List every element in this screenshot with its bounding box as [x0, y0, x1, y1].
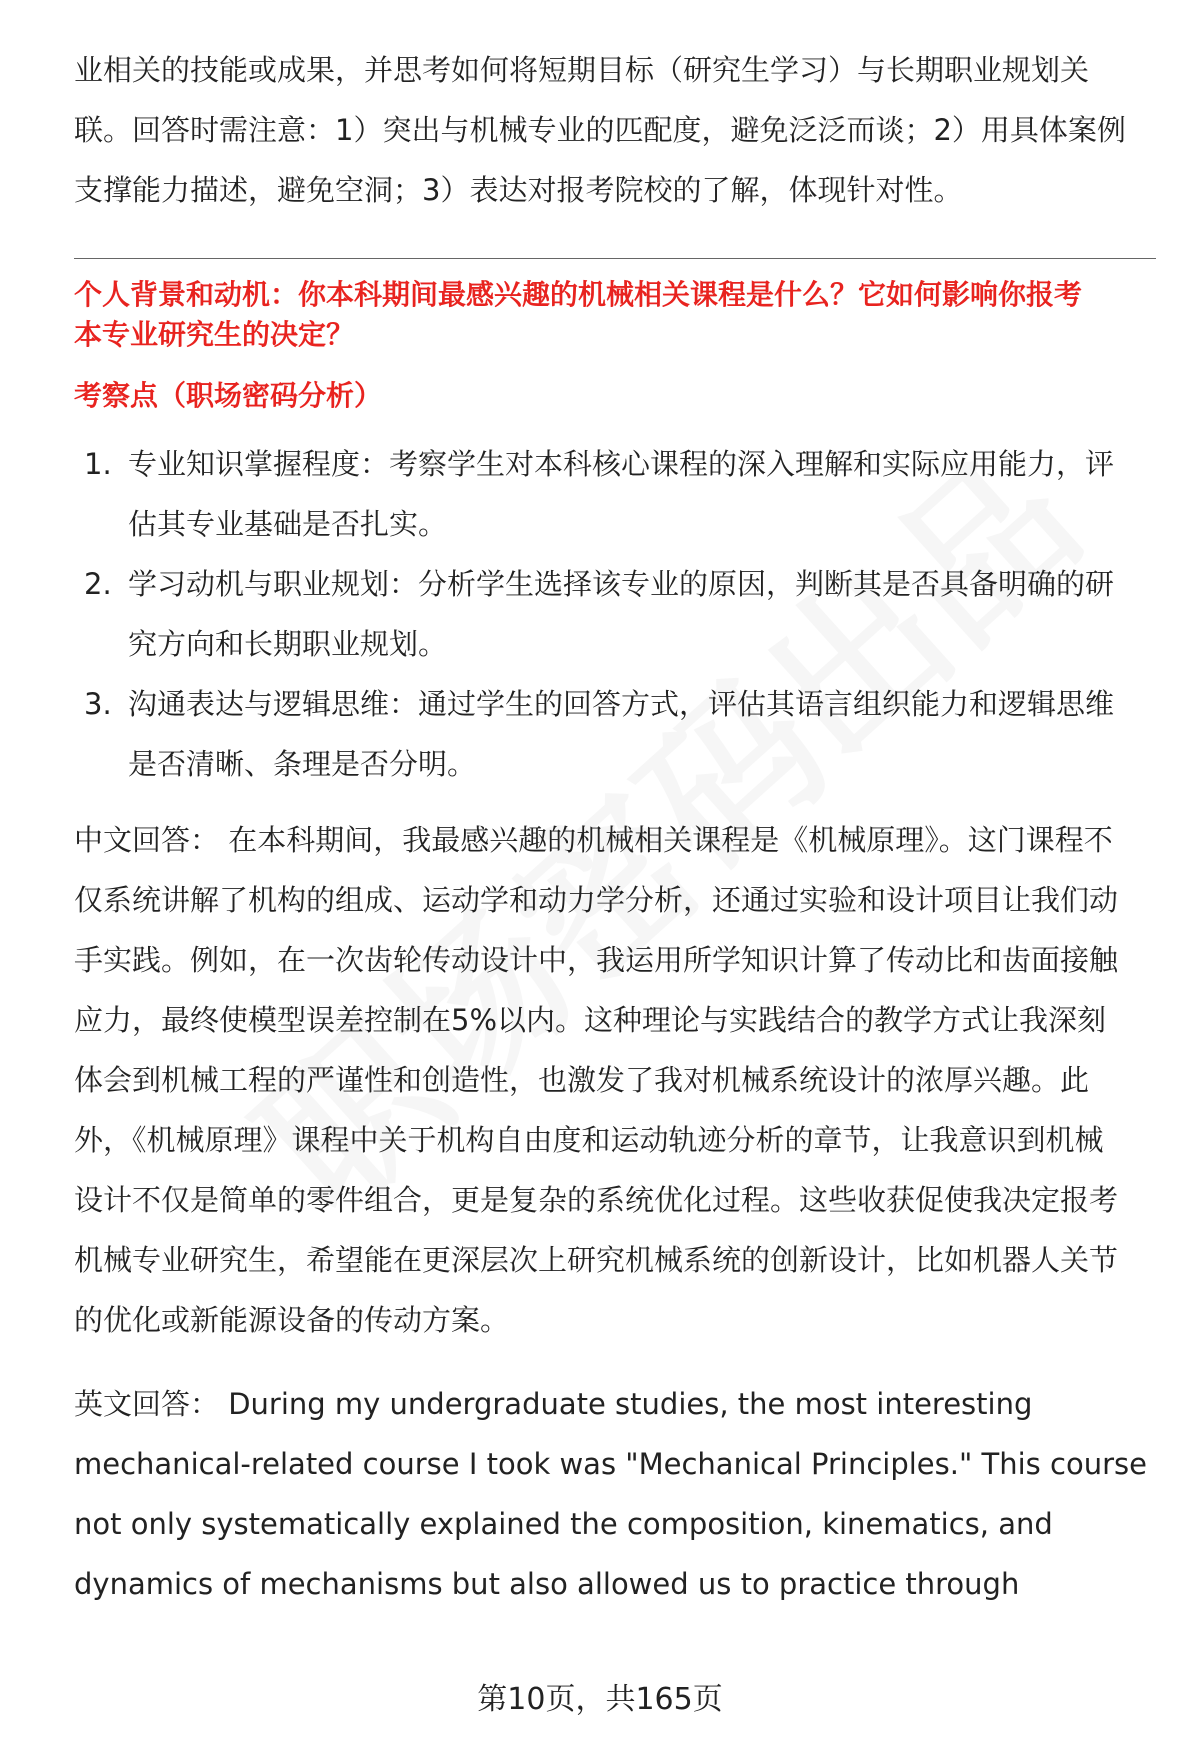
- assessment-item: [74, 434, 1156, 554]
- intro-paragraph: [74, 40, 1156, 220]
- answer-line: mechanical-related course I took was "Mechanical Principles." This course: [74, 1447, 1147, 1481]
- answer-line: 手实践。例如，在一次齿轮传动设计中，我运用所学知识计算了传动比和齿面接触: [74, 943, 1119, 977]
- item-number: 2.: [84, 567, 112, 601]
- answer-line: not only systematically explained the composition, kinematics, and: [74, 1507, 1053, 1541]
- answer-line: dynamics of mechanisms but also allowed us to practice through: [74, 1567, 1020, 1601]
- page-number: 第10页，共165页: [477, 1682, 723, 1717]
- english-answer: [74, 1374, 1156, 1614]
- intro-line: 支撑能力描述，避免空洞；3）表达对报考院校的了解，体现针对性。: [74, 173, 963, 207]
- assessment-list: [74, 434, 1156, 794]
- assessment-heading: 考察点（职场密码分析）: [74, 379, 383, 412]
- intro-line: 业相关的技能或成果，并思考如何将短期目标（研究生学习）与长期职业规划关: [74, 53, 1090, 87]
- item-line: 沟通表达与逻辑思维：通过学生的回答方式，评估其语言组织能力和逻辑思维: [128, 687, 1115, 721]
- item-line: 估其专业基础是否扎实。: [128, 507, 448, 541]
- answer-line: 英文回答： During my undergraduate studies, the most interesting: [74, 1387, 1033, 1421]
- item-line: 是否清晰、条理是否分明。: [128, 747, 477, 781]
- assessment-item: [74, 554, 1156, 674]
- answer-line: 的优化或新能源设备的传动方案。: [74, 1303, 510, 1337]
- answer-line: 体会到机械工程的严谨性和创造性，也激发了我对机械系统设计的浓厚兴趣。此: [74, 1063, 1090, 1097]
- item-number: 1.: [84, 447, 112, 481]
- document-page: [74, 40, 1156, 1614]
- answer-line: 仅系统讲解了机构的组成、运动学和动力学分析，还通过实验和设计项目让我们动: [74, 883, 1119, 917]
- question-heading: [74, 275, 1156, 355]
- answer-line: 中文回答： 在本科期间，我最感兴趣的机械相关课程是《机械原理》。这门课程不: [74, 823, 1113, 857]
- item-line: 学习动机与职业规划：分析学生选择该专业的原因，判断其是否具备明确的研: [128, 567, 1115, 601]
- question-line: 本专业研究生的决定？: [74, 318, 355, 351]
- item-line: 究方向和长期职业规划。: [128, 627, 448, 661]
- answer-line: 设计不仅是简单的零件组合，更是复杂的系统优化过程。这些收获促使我决定报考: [74, 1183, 1119, 1217]
- item-number: 3.: [84, 687, 112, 721]
- section-divider: [74, 258, 1156, 259]
- intro-line: 联。回答时需注意：1）突出与机械专业的匹配度，避免泛泛而谈；2）用具体案例: [74, 113, 1126, 147]
- chinese-answer: [74, 810, 1156, 1350]
- item-line: 专业知识掌握程度：考察学生对本科核心课程的深入理解和实际应用能力，评: [128, 447, 1115, 481]
- assessment-item: [74, 674, 1156, 794]
- answer-line: 外，《机械原理》课程中关于机构自由度和运动轨迹分析的章节，让我意识到机械: [74, 1123, 1104, 1157]
- answer-line: 机械专业研究生，希望能在更深层次上研究机械系统的创新设计，比如机器人关节: [74, 1243, 1119, 1277]
- answer-line: 应力，最终使模型误差控制在5%以内。这种理论与实践结合的教学方式让我深刻: [74, 1003, 1107, 1037]
- question-line: 个人背景和动机：你本科期间最感兴趣的机械相关课程是什么？它如何影响你报考: [74, 278, 1083, 311]
